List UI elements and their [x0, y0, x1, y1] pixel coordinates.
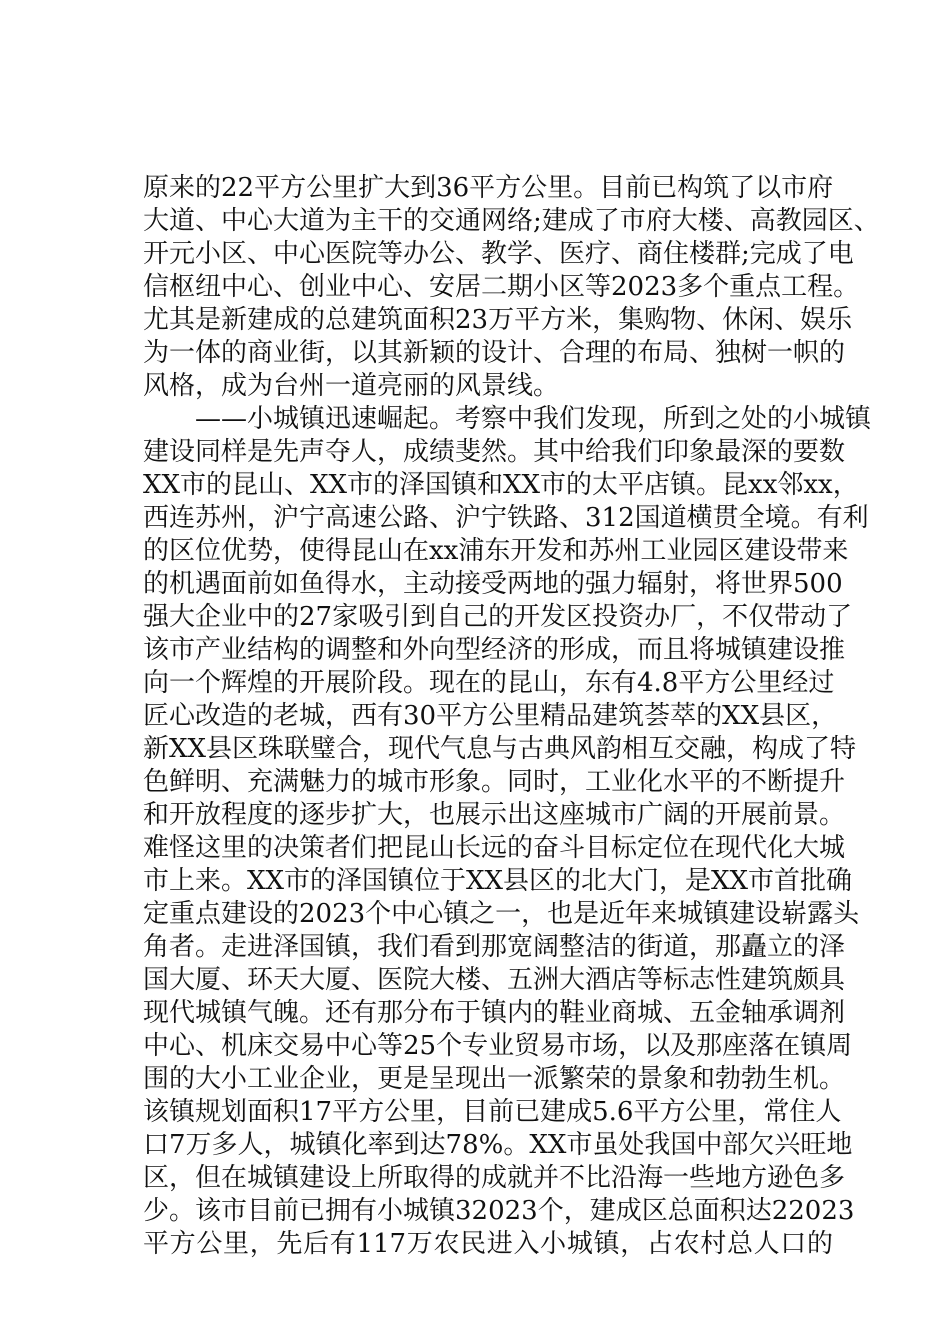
- text-line-18: 新XX县区珠联璧合，现代气息与古典风韵相互交融，构成了特: [143, 734, 857, 764]
- text-line-11: 西连苏州，沪宁高速公路、沪宁铁路、312国道横贯全境。有利: [143, 503, 869, 533]
- text-line-33: 平方公里，先后有117万农民进入小城镇，占农村总人口的: [143, 1229, 833, 1259]
- text-line-12: 的区位优势，使得昆山在xx浦东开发和苏州工业园区建设带来: [143, 536, 849, 566]
- body-text: [143, 172, 880, 1261]
- text-line-6: 为一体的商业街，以其新颖的设计、合理的布局、独树一帜的: [143, 338, 846, 368]
- text-line-27: 中心、机床交易中心等25个专业贸易市场，以及那座落在镇周: [143, 1031, 853, 1061]
- text-line-3: 开元小区、中心医院等办公、教学、医疗、商住楼群;完成了电: [143, 239, 854, 269]
- text-line-2: 大道、中心大道为主干的交通网络;建成了市府大楼、高教园区、: [143, 206, 880, 236]
- text-line-28: 围的大小工业企业，更是呈现出一派繁荣的景象和勃勃生机。: [143, 1064, 846, 1094]
- text-line-4: 信枢纽中心、创业中心、安居二期小区等2023多个重点工程。: [143, 272, 860, 302]
- text-line-16: 向一个辉煌的开展阶段。现在的昆山，东有4.8平方公里经过: [143, 668, 835, 698]
- text-line-25: 国大厦、环天大厦、医院大楼、五洲大酒店等标志性建筑颇具: [143, 965, 846, 995]
- text-line-31: 区，但在城镇建设上所取得的成就并不比沿海一些地方逊色多: [143, 1163, 846, 1193]
- text-line-5: 尤其是新建成的总建筑面积23万平方米，集购物、休闲、娱乐: [143, 305, 853, 335]
- text-line-8: ——小城镇迅速崛起。考察中我们发现，所到之处的小城镇: [143, 404, 872, 434]
- text-line-22: 市上来。XX市的泽国镇位于XX县区的北大门，是XX市首批确: [143, 866, 853, 896]
- text-line-26: 现代城镇气魄。还有那分布于镇内的鞋业商城、五金轴承调剂: [143, 998, 846, 1028]
- text-line-24: 角者。走进泽国镇，我们看到那宽阔整洁的街道，那矗立的泽: [143, 932, 846, 962]
- text-line-15: 该市产业结构的调整和外向型经济的形成，而且将城镇建设推: [143, 635, 846, 665]
- text-line-10: XX市的昆山、XX市的泽国镇和XX市的太平店镇。昆xx邻xx，: [143, 470, 859, 500]
- text-line-23: 定重点建设的2023个中心镇之一，也是近年来城镇建设崭露头: [143, 899, 860, 929]
- text-line-7: 风格，成为台州一道亮丽的风景线。: [143, 371, 560, 401]
- text-line-13: 的机遇面前如鱼得水，主动接受两地的强力辐射，将世界500: [143, 569, 843, 599]
- text-line-9: 建设同样是先声夺人，成绩斐然。其中给我们印象最深的要数: [143, 437, 846, 467]
- text-line-17: 匠心改造的老城，西有30平方公里精品建筑荟萃的XX县区，: [143, 701, 838, 731]
- text-line-14: 强大企业中的27家吸引到自己的开发区投资办厂，不仅带动了: [143, 602, 853, 632]
- text-line-1: 原来的22平方公里扩大到36平方公里。目前已构筑了以市府: [143, 173, 834, 203]
- text-line-21: 难怪这里的决策者们把昆山长远的奋斗目标定位在现代化大城: [143, 833, 846, 863]
- text-line-20: 和开放程度的逐步扩大，也展示出这座城市广阔的开展前景。: [143, 800, 846, 830]
- text-line-30: 口7万多人，城镇化率到达78%。XX市虽处我国中部欠兴旺地: [143, 1130, 853, 1160]
- text-line-32: 少。该市目前已拥有小城镇32023个，建成区总面积达22023: [143, 1196, 855, 1226]
- text-line-29: 该镇规划面积17平方公里，目前已建成5.6平方公里，常住人: [143, 1097, 842, 1127]
- text-line-19: 色鲜明、充满魅力的城市形象。同时，工业化水平的不断提升: [143, 767, 846, 797]
